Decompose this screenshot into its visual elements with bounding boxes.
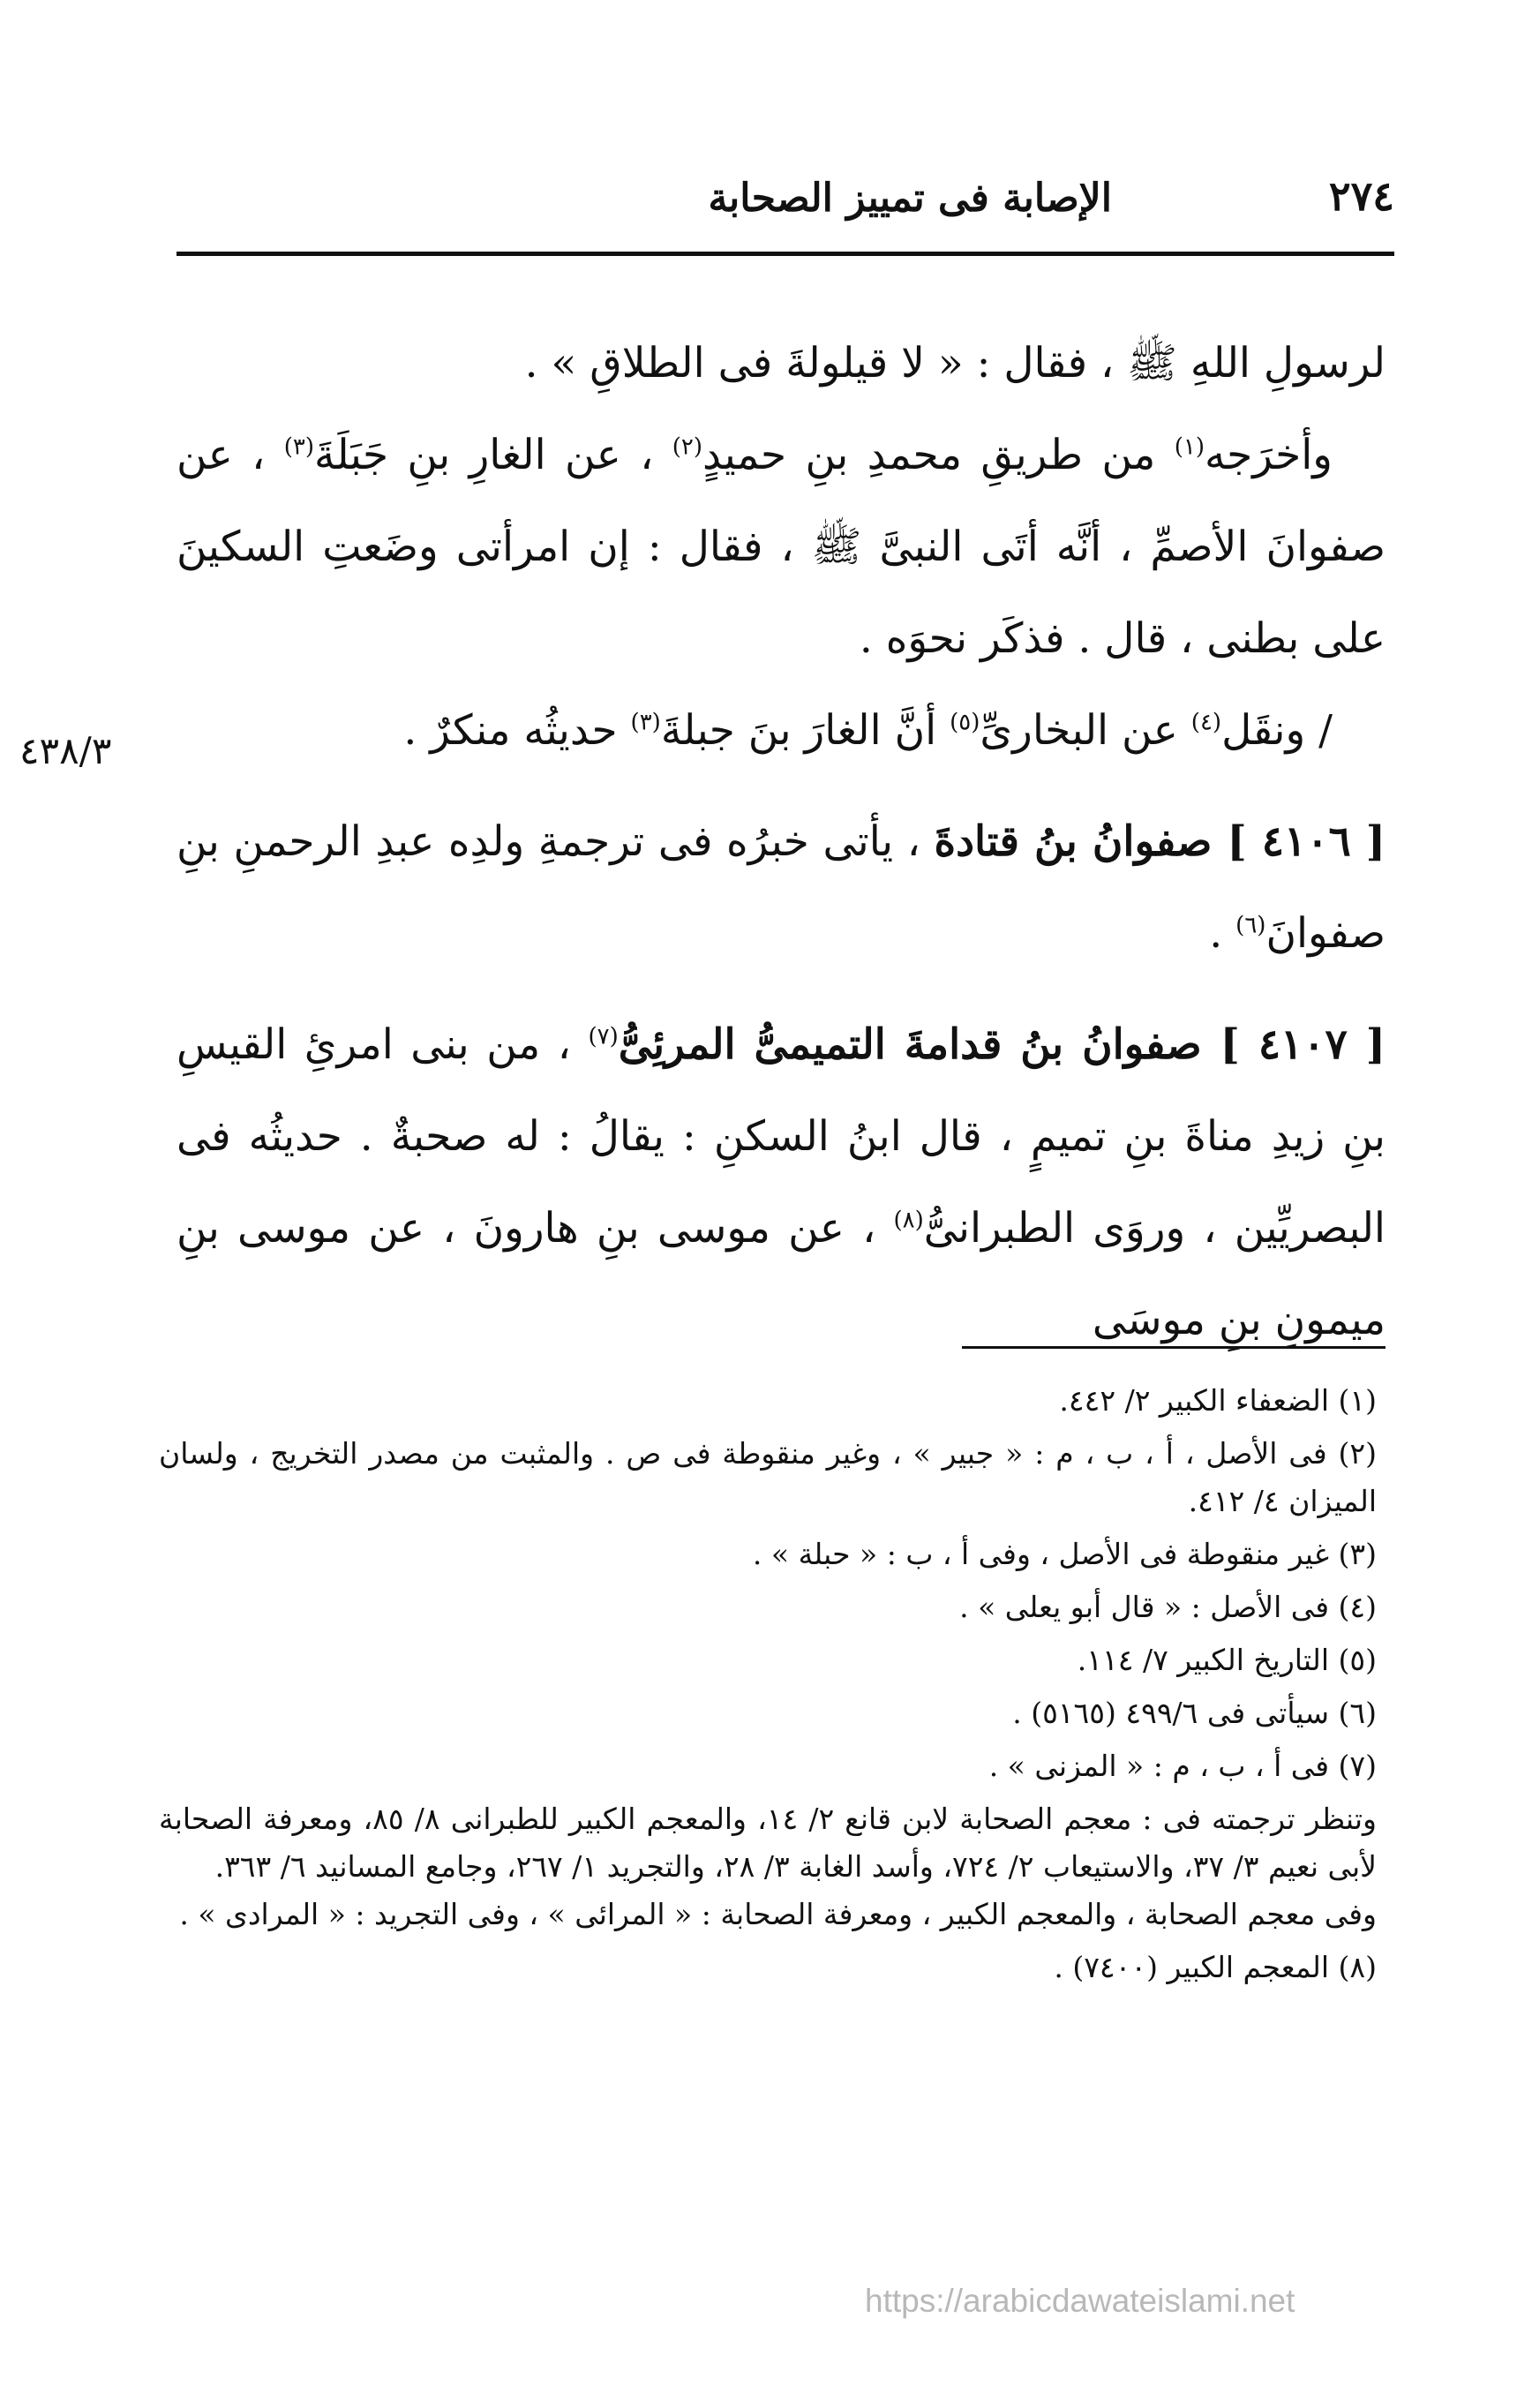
paragraph-3 xyxy=(176,685,1386,777)
entry-text-4107-b: ، عن موسى بنِ هارونَ ، عن موسى بنِ ميمونِ بنِ موسَى xyxy=(176,1204,1386,1344)
footnote-6: (٦) سيأتى فى ٤٩٩/٦ (٥١٦٥) . xyxy=(1012,1696,1377,1730)
entry-4107 xyxy=(176,999,1386,1366)
footnote-7-continuation-1: وتنظر ترجمته فى : معجم الصحابة لابن قانع ٢/ ١٤، والمعجم الكبير للطبرانى ٨/ ٨٥، ومعرفة الصحابة لأبى نعيم ٣/ ٣٧، والاستيعاب ٢/ ٧٢٤، وأسد الغابة ٣/ ٢٨، والتجريد ١/ ٢٦٧، وجامع المسانيد ٦/ ٣٦٣. xyxy=(159,1802,1377,1884)
entry-end-4106: . xyxy=(1209,909,1236,958)
main-text xyxy=(176,318,1386,1366)
footnote-marker-6: (٦) xyxy=(1235,912,1266,939)
watermark-url: https://arabicdawateislami.net xyxy=(865,2283,1295,2319)
footnote-3: (٣) غير منقوطة فى الأصل ، وفى أ ، ب : « حبلة » . xyxy=(752,1537,1377,1571)
entry-number-4107: [ ٤١٠٧ ] xyxy=(1220,1020,1386,1069)
entry-text-4107-a: ، من بنى امرئِ القيسِ بنِ زيدِ مناةَ بنِ تميمٍ ، قال ابنُ السكنِ : يقالُ : له صحبةٌ . حديثُه فى البصريِّين ، وروَى الطبرانىُّ xyxy=(176,1020,1386,1253)
footnote-marker-8: (٨) xyxy=(893,1207,924,1234)
footnote-marker-7: (٧) xyxy=(588,1023,619,1050)
p3-text-b: عن البخارىِّ xyxy=(980,706,1191,755)
footnote-separator xyxy=(962,1346,1386,1349)
running-title: الإصابة فى تمييز الصحابة xyxy=(708,176,1112,221)
footnote-4: (٤) فى الأصل : « قال أبو يعلى » . xyxy=(959,1590,1377,1624)
footnote-5: (٥) التاريخ الكبير ٧/ ١١٤. xyxy=(1077,1643,1377,1677)
p2-text-a: وأخرَجه xyxy=(1204,431,1333,479)
page-header xyxy=(176,172,1394,234)
margin-reference: ٤٣٨/٣ xyxy=(19,729,112,772)
footnote-marker-2: (٢) xyxy=(672,433,703,461)
p3-text-a: / ونقَل xyxy=(1221,706,1333,755)
footnote-marker-4: (٤) xyxy=(1190,709,1222,736)
p3-text-d: حديثُه منكرٌ . xyxy=(403,706,631,755)
footnote-marker-3b: (٣) xyxy=(630,709,661,736)
header-rule xyxy=(176,252,1394,256)
p2-text-b: من طريقِ محمدِ بنِ حميدٍ xyxy=(702,431,1175,479)
entry-4106 xyxy=(176,796,1386,980)
footnote-marker-5: (٥) xyxy=(950,709,980,736)
paragraph-2 xyxy=(176,410,1386,685)
footnote-2: (٢) فى الأصل ، أ ، ب ، م : « جبير » ، وغير منقوطة فى ص . والمثبت من مصدر التخريج ، ولسان الميزان ٤/ ٤١٢. xyxy=(159,1436,1377,1518)
entry-name-4107: صفوانُ بنُ قدامةَ التميمىُّ المرئِىُّ xyxy=(618,1020,1220,1069)
footnotes xyxy=(159,1377,1377,1997)
footnote-marker-1: (١) xyxy=(1174,433,1205,461)
footnote-7-continuation-2: وفى معجم الصحابة ، والمعجم الكبير ، ومعرفة الصحابة : « المرائى » ، وفى التجريد : « المرادى » . xyxy=(179,1897,1377,1931)
entry-name-4106: صفوانُ بنُ قتادةَ xyxy=(934,817,1228,866)
entry-number-4106: [ ٤١٠٦ ] xyxy=(1227,817,1386,866)
footnote-1: (١) الضعفاء الكبير ٢/ ٤٤٢. xyxy=(1059,1383,1377,1418)
footnote-8: (٨) المعجم الكبير (٧٤٠٠) . xyxy=(1054,1950,1377,1984)
entry-text-4106: ، يأتى خبرُه فى ترجمةِ ولدِه عبدِ الرحمنِ بنِ صفوانَ xyxy=(176,817,1386,958)
p2-text-d: ، عن صفوانَ الأصمِّ ، أنَّه أتَى النبىَّ ﷺ ، فقال : إن امرأتى وضَعتِ السكينَ على بطنى ، قال . فذكَر نحوَه . xyxy=(176,431,1386,663)
page-number: ٢٧٤ xyxy=(1328,172,1394,220)
paragraph-1: لرسولِ اللهِ ﷺ ، فقال : « لا قيلولةَ فى الطلاقِ » . xyxy=(524,339,1386,388)
p2-text-c: ، عن الغارِ بنِ جَبَلَةَ xyxy=(314,431,672,479)
p3-text-c: أنَّ الغارَ بنَ جبلةَ xyxy=(660,706,950,755)
footnote-7: (٧) فى أ ، ب ، م : « المزنى » . xyxy=(988,1749,1377,1783)
footnote-marker-3: (٣) xyxy=(283,433,314,461)
